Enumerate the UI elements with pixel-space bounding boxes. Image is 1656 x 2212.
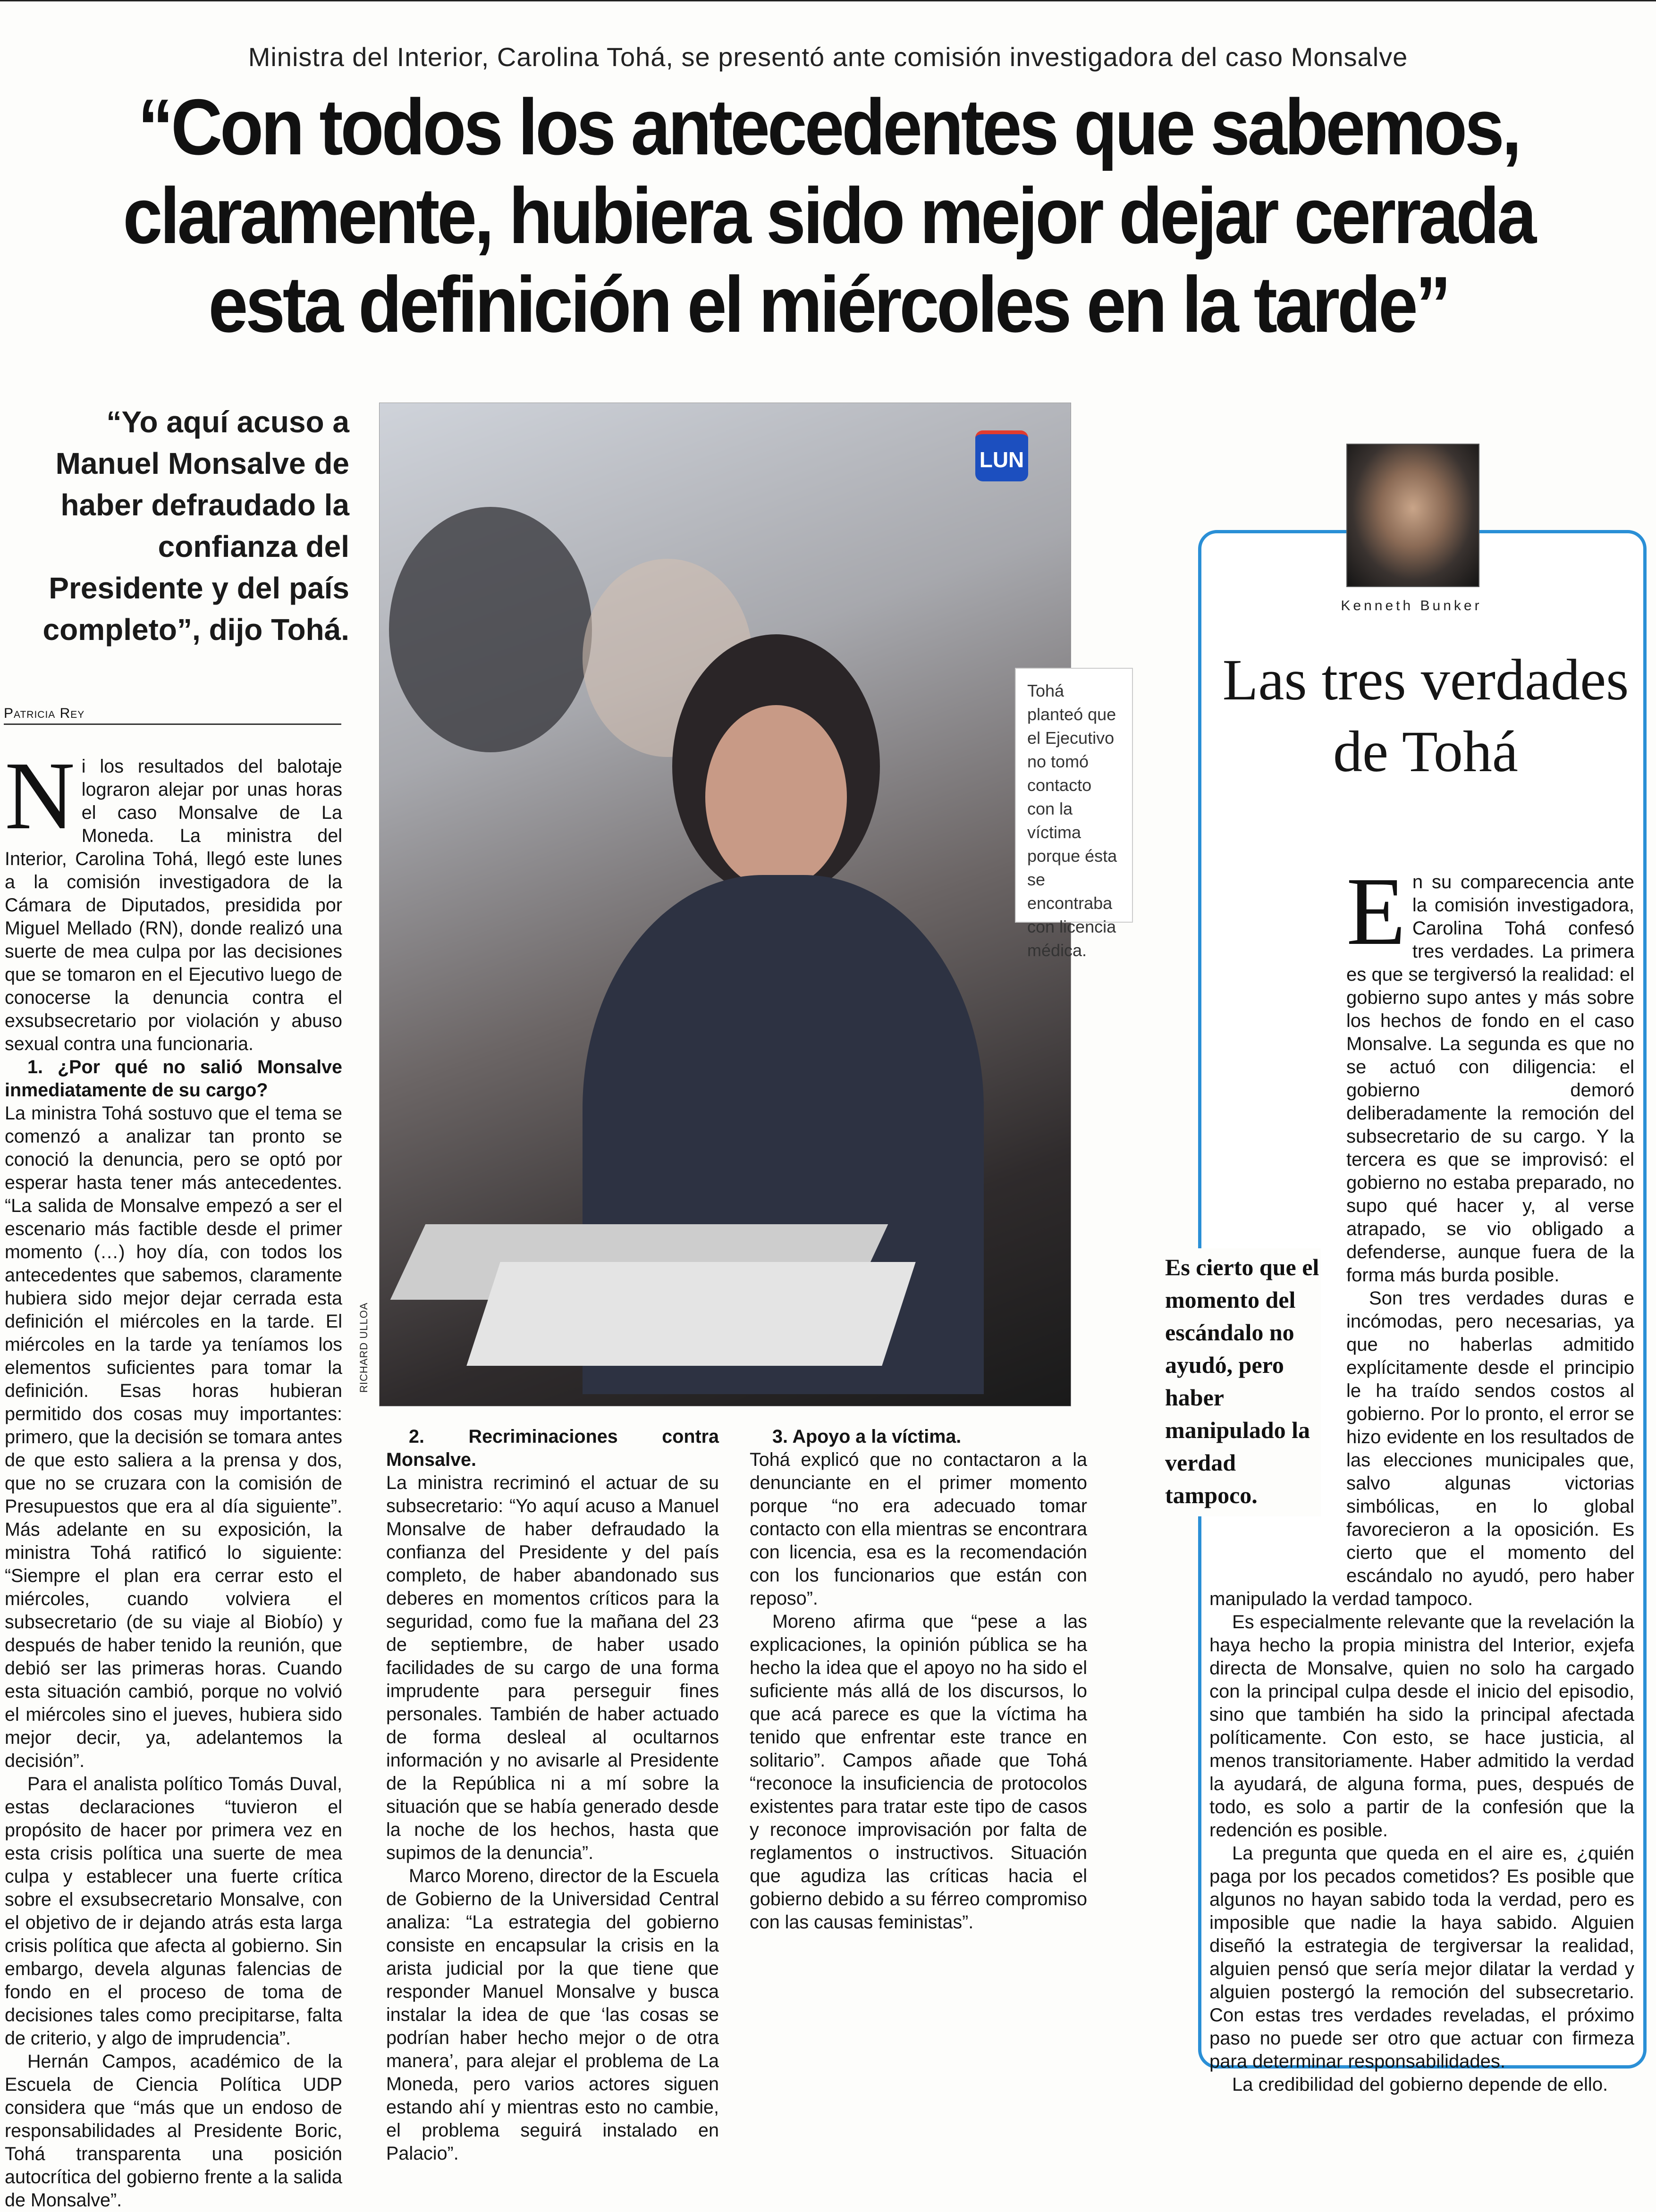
pull-quote: “Yo aquí acuso a Manuel Monsalve de haber defraudado la confianza del Presidente y del país completo”, dijo Tohá.	[42, 405, 349, 647]
article-dropcap: N	[5, 741, 75, 849]
byline: Patricia Rey	[4, 706, 341, 725]
column-paragraph: La pregunta que queda en el aire es, ¿quién paga por los pecados cometidos? Es posible que algunos no hayan sabido toda la verdad, pero es imposible que nadie la haya sabido. Alguien diseñó la estrategia de tergiversar la realidad, alguien pensó que sería mejor dilatar la verdad y alguien postergó la remoción del subsecretario. Con estas tres verdades reveladas, el próximo paso no puede ser otro que actuar con firmeza para determinar responsabilidades.	[1209, 1843, 1634, 2072]
column-pull-quote: Es cierto que el momento del escándalo no ayudó, pero haber manipulado la verdad tampoco.	[1165, 1248, 1321, 1516]
author-headshot	[1346, 444, 1479, 587]
top-rule	[0, 0, 1656, 1]
article-paragraph: Tohá explicó que no contactaron a la denunciante en el primer momento porque “no era adecuado tomar contacto con ella mientras se encontrara con licencia, esa es la recomendación con los funcionarios que están con reposo”.	[750, 1449, 1087, 1609]
column-paragraph: Son tres verdades duras e incómodas, pero necesarias, ya que no haberlas admitido explícitamente desde el principio le ha traído sendos costos al gobierno. Por lo pronto, el error se hizo evidente en los resultados de las elecciones municipales que, salvo algunas victorias simbólicas, en lo global favorecieron a la oposición. Es cierto que el momento del escándalo no ayudó, pero haber manipulado la verdad tampoco.	[1209, 1288, 1634, 1609]
article-paragraph: Marco Moreno, director de la Escuela de Gobierno de la Universidad Central analiza: “La estrategia del gobierno consiste en encapsular la crisis en la arista judicial por la que tiene que responder Manuel Monsalve y busca instalar la idea de que ‘las cosas se podrían haber hecho mejor o de otra manera’, para alejar el problema de La Moneda, pero varios actores siguen estando ahí y mientras esto no cambie, el problema seguirá instalado en Palacio”.	[386, 1866, 719, 2164]
article-column-3	[750, 1425, 1087, 2081]
column-author: Kenneth Bunker	[1341, 598, 1482, 614]
article-paragraph: Para el analista político Tomás Duval, estas declaraciones “tuvieron el propósito de hacer por primera vez en esta crisis política una suerte de mea culpa y establecer una fuerte crítica sobre el exsubsecretario Monsalve, con el objetivo de ir dejando atrás esta larga crisis política que afecta al gobierno. Sin embargo, devela algunas falencias de fondo en el proceso de toma de decisiones tales como precipitarse, falta de criterio, y algo de imprudencia”.	[5, 1774, 342, 2049]
main-photo	[379, 403, 1071, 1406]
article-paragraph: Moreno afirma que “pese a las explicaciones, la opinión pública se ha hecho la idea que el apoyo no ha sido el suficiente más allá de los discursos, lo que acá parece es que la víctima ha tenido que enfrentar este trance en solitario”. Campos añade que Tohá “reconoce la insuficiencia de protocolos existentes para tratar este tipo de casos y reconoce improvisación por falta de reglamentos o instructivos. Situación que agudiza las críticas hacia el gobierno debido a su férreo compromiso con las causas feministas”.	[750, 1611, 1087, 1933]
column-paragraph: n su comparecencia ante la comisión investigadora, Carolina Tohá confesó tres verdades. La primera es que se tergiversó la realidad: el gobierno supo antes y más sobre los hechos de fondo en el caso Monsalve. La segunda es que no se actuó con diligencia: el gobierno demoró deliberadamente la remoción del subsecretario de su cargo. Y la tercera es que se improvisó: el gobierno no estaba preparado, no supo qué hacer y, al verse atrapado, se vio obligado a defenderse, aunque fuera de la forma más burda posible.	[1346, 872, 1634, 1286]
question-heading-1: 1. ¿Por qué no salió Monsalve inmediatamente de su cargo?	[5, 1057, 342, 1101]
article-column-2	[386, 1425, 719, 2164]
question-heading-3: 3. Apoyo a la víctima.	[772, 1426, 962, 1447]
column-dropcap: E	[1346, 857, 1406, 965]
article-paragraph: La ministra Tohá sostuvo que el tema se comenzó a analizar tan pronto se conoció la denuncia, pero se optó por esperar hasta tener más antecedentes. “La salida de Monsalve empezó a ser el escenario más factible desde el primer momento (…) hoy día, con todos los antecedentes que sabemos, claramente hubiera sido mejor dejar cerrada esta definición el miércoles en la tarde. El miércoles en la tarde ya teníamos los elementos suficientes para tomar la definición. Esas horas hubieran permitido dos cosas muy importantes: primero, que la decisión se tomara antes de que esto saliera a la prensa y dos, que no se cruzara con la comisión de Presupuestos que era al día siguiente”. Más adelante en su exposición, la ministra Tohá ratificó lo siguiente: “Siempre el plan era cerrar esto el miércoles, cuando volviera el subsecretario (de su viaje al Biobío) y después de haber tenido la reunión, que debió ser las primeras horas. Cuando esta situación cambió, porque no volvió el miércoles sino el jueves, hubiera sido mejor decir, ya, adelantemos la decisión”.	[5, 1103, 342, 1771]
column-paragraph: Es especialmente relevante que la revelación la haya hecho la propia ministra del Interior, exjefa directa de Monsalve, quien no solo ha cargado con la principal culpa desde el inicio del episodio, sino que también ha sido la principal afectada políticamente. Con esto, se hace justicia, al menos transitoriamente. Haber admitido la verdad la ayudará, de alguna forma, pues, después de todo, es solo a partir de la confesión que la redención es posible.	[1209, 1612, 1634, 1841]
article-column-1	[5, 741, 342, 2211]
kicker: Ministra del Interior, Carolina Tohá, se presentó ante comisión investigadora del caso Monsalve	[248, 42, 1408, 72]
photo-caption: Tohá planteó que el Ejecutivo no tomó contacto con la víctima porque ésta se encontraba con licencia médica.	[1015, 668, 1133, 923]
headline: “Con todos los antecedentes que sabemos, claramente, hubiera sido mejor dejar cerrada esta definición el miércoles en la tarde”	[123, 83, 1534, 349]
photo-credit: RICHARD ULLOA	[358, 1302, 370, 1393]
column-title: Las tres verdades de Tohá	[1222, 648, 1629, 784]
column-paragraph: La credibilidad del gobierno depende de ello.	[1232, 2074, 1608, 2095]
article-paragraph: Hernán Campos, académico de la Escuela de Ciencia Política UDP considera que “más que un endoso de responsabilidades al Presidente Boric, Tohá transparenta una posición autocrítica del gobierno frente a la salida de Monsalve”.	[5, 2051, 342, 2211]
question-heading-2: 2. Recriminaciones contra Monsalve.	[386, 1426, 719, 1470]
lun-logo: LUN	[975, 430, 1028, 481]
article-paragraph: La ministra recriminó el actuar de su subsecretario: “Yo aquí acuso a Manuel Monsalve de haber defraudado la confianza del Presidente y del país completo, de haber abandonado sus deberes en momentos críticos para la seguridad, como fue la mañana del 23 de septiembre, de haber usado facilidades de su cargo de una forma imprudente para perseguir fines personales. También de haber actuado de forma desleal al ocultarnos información y no avisarle al Presidente de la República ni a mí sobre la situación que se había generado desde la noche de los hechos, hasta que supimos de la denuncia”.	[386, 1472, 719, 1863]
article-paragraph: i los resultados del balotaje lograron alejar por unas horas el caso Monsalve de La Moneda. La ministra del Interior, Carolina Tohá, llegó este lunes a la comisión investigadora de la Cámara de Diputados, presidida por Miguel Mellado (RN), donde realizó una suerte de mea culpa por las decisiones que se tomaron en el Ejecutivo luego de conocerse la denuncia contra el exsubsecretario por violación y abuso sexual contra una funcionaria.	[5, 756, 342, 1054]
